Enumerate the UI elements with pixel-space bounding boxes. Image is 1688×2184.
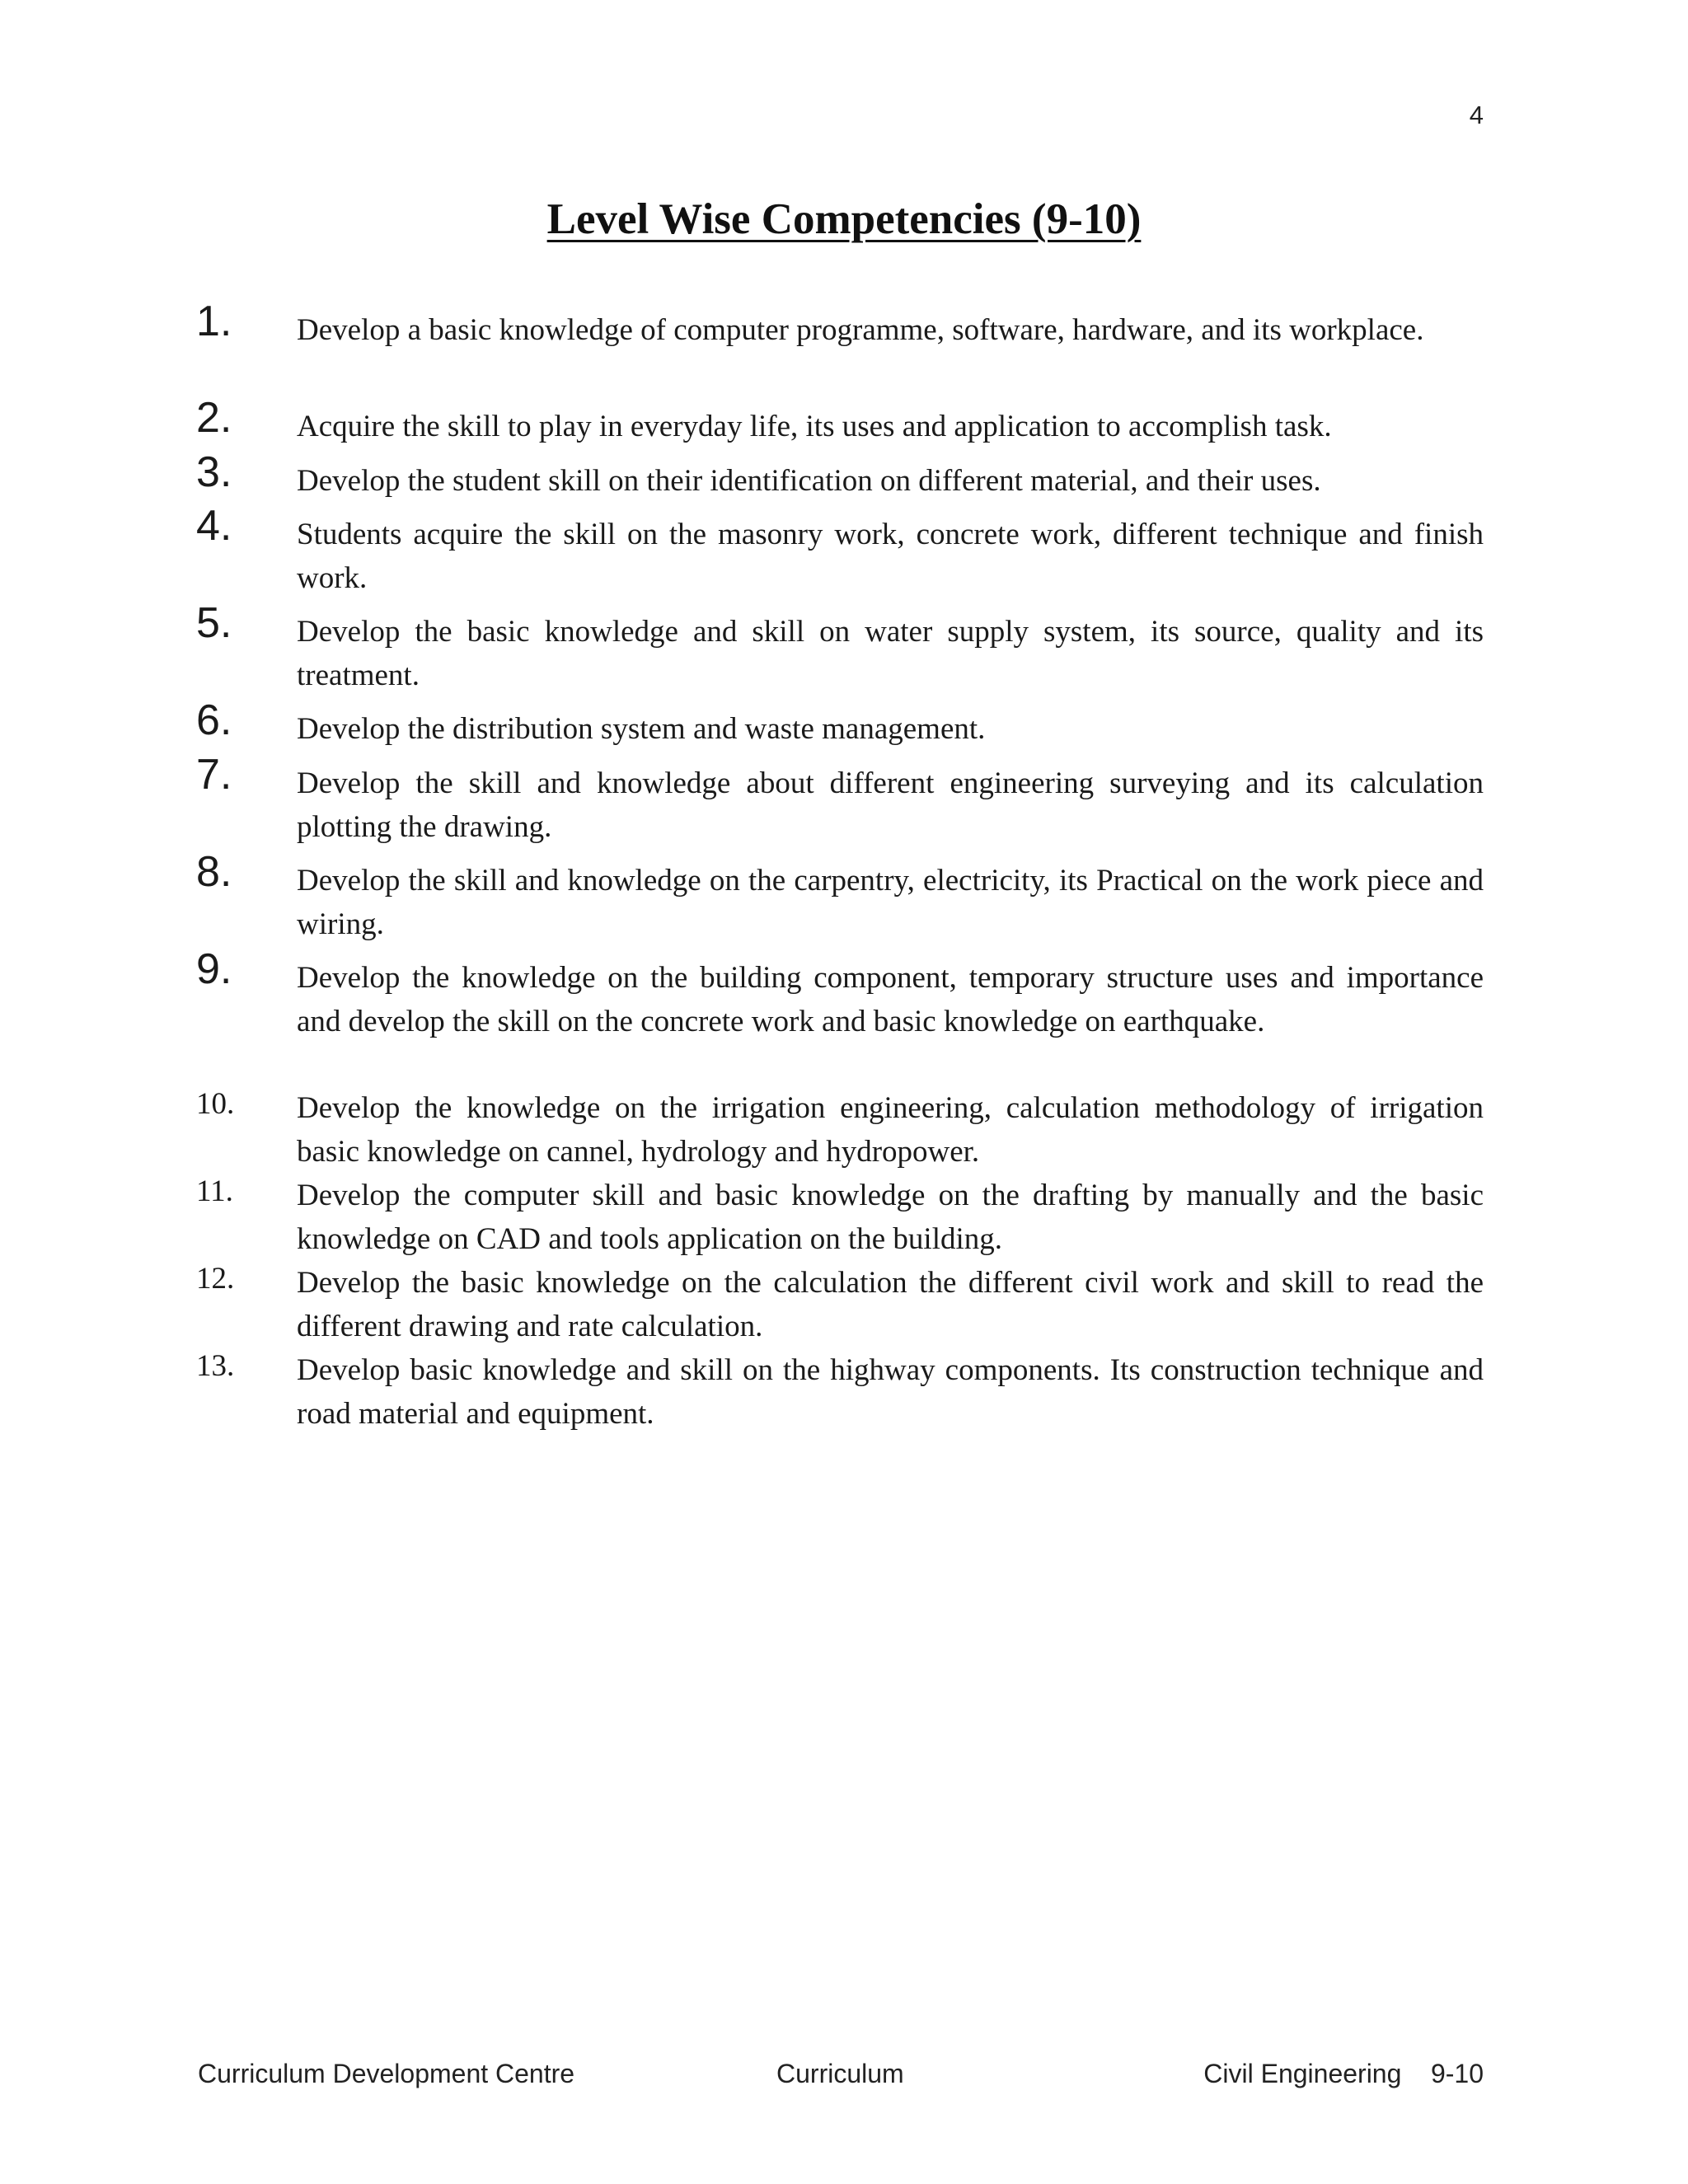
item-text: Develop the distribution system and waste management. [297,712,986,746]
item-text: Develop the basic knowledge on the calculation the different civil work and skill to read the different drawing and rate calculation. [297,1266,1484,1343]
item-number: 2. [196,394,232,442]
footer-right: Civil Engineering 9-10 [1203,2059,1484,2088]
item-number: 7. [196,751,232,799]
item-number: 5. [196,599,232,647]
item-text: Acquire the skill to play in everyday life, its uses and application to accomplish task. [297,410,1332,443]
page-number: 4 [1469,101,1484,129]
item-text: Develop the computer skill and basic knowledge on the drafting by manually and the basic knowledge on CAD and tools application on the building. [297,1179,1484,1256]
item-number: 11. [196,1174,233,1208]
item-text: Students acquire the skill on the masonry work, concrete work, different technique and finish work. [297,518,1484,595]
footer-center: Curriculum [776,2059,904,2088]
page-title: Level Wise Competencies (9-10) [546,195,1142,243]
item-number: 13. [196,1349,235,1383]
item-text: Develop the knowledge on the building component, temporary structure uses and importance and develop the skill on the concrete work and basic knowledge on earthquake. [297,961,1484,1038]
item-text: Develop the basic knowledge and skill on water supply system, its source, quality and its treatment. [297,615,1484,692]
item-text: Develop a basic knowledge of computer programme, software, hardware, and its workplace. [297,313,1424,347]
item-text: Develop the knowledge on the irrigation engineering, calculation methodology of irrigation basic knowledge on cannel, hydrology and hydropower. [297,1091,1484,1169]
item-number: 1. [196,298,232,345]
item-number: 3. [196,448,232,496]
item-number: 8. [196,848,232,896]
footer-left: Curriculum Development Centre [198,2059,575,2088]
item-text: Develop the skill and knowledge about different engineering surveying and its calculation plotting the drawing. [297,766,1484,844]
item-number: 10. [196,1087,235,1121]
item-number: 9. [196,945,232,993]
item-number: 12. [196,1262,235,1296]
item-number: 4. [196,502,232,550]
item-text: Develop the skill and knowledge on the carpentry, electricity, its Practical on the work piece and wiring. [297,864,1484,941]
item-text: Develop the student skill on their identification on different material, and their uses. [297,464,1321,498]
item-number: 6. [196,696,232,744]
item-text: Develop basic knowledge and skill on the highway components. Its construction technique and road material and equipment. [297,1353,1484,1431]
